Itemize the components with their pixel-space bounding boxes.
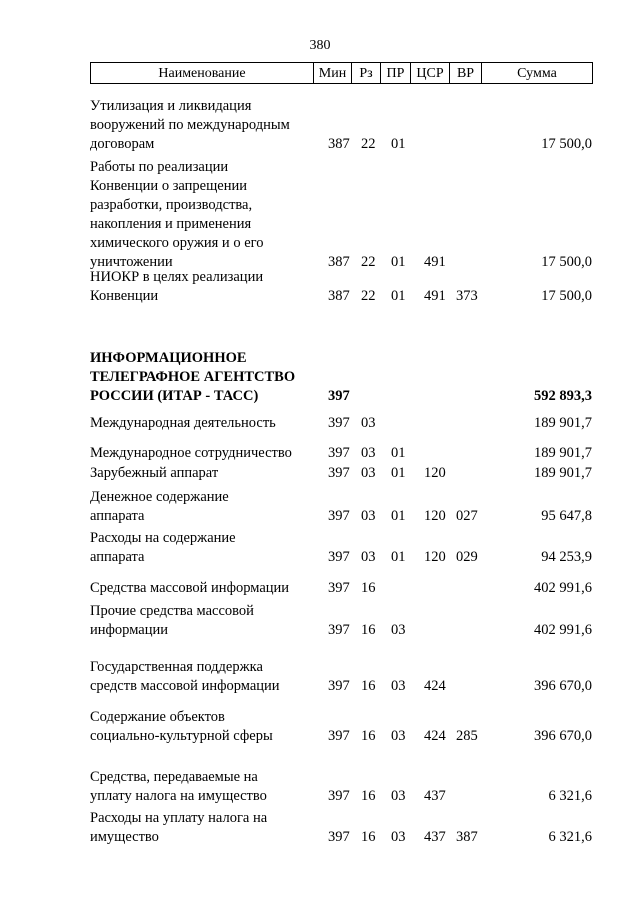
row-min: 397 bbox=[328, 388, 350, 404]
row-rz: 22 bbox=[361, 288, 376, 304]
row-min: 397 bbox=[328, 445, 350, 461]
row-name: Расходы на уплату налога на имущество bbox=[90, 810, 268, 845]
row-name: Государственная поддержка средств массовой информации bbox=[90, 659, 280, 694]
row-csr: 424 bbox=[424, 678, 446, 694]
row-vr: 029 bbox=[456, 549, 478, 565]
row-name: Денежное содержание аппарата bbox=[90, 489, 229, 524]
row-rz: 16 bbox=[361, 788, 376, 804]
row-rz: 22 bbox=[361, 254, 376, 270]
row-pr: 03 bbox=[391, 728, 406, 744]
row-vr: 387 bbox=[456, 829, 478, 845]
row-min: 397 bbox=[328, 415, 350, 431]
row-pr: 03 bbox=[391, 678, 406, 694]
row-name: Зарубежный аппарат bbox=[90, 465, 219, 481]
row-name: Средства массовой информации bbox=[90, 580, 290, 596]
header-rz: Рз bbox=[359, 66, 373, 81]
table-row bbox=[0, 809, 640, 847]
row-sum: 17 500,0 bbox=[541, 254, 592, 270]
row-rz: 03 bbox=[361, 549, 376, 565]
row-pr: 01 bbox=[391, 288, 406, 304]
row-rz: 16 bbox=[361, 622, 376, 638]
row-pr: 01 bbox=[391, 508, 406, 524]
row-rz: 16 bbox=[361, 829, 376, 845]
row-sum: 17 500,0 bbox=[541, 288, 592, 304]
table-row bbox=[0, 529, 640, 567]
row-rz: 16 bbox=[361, 580, 376, 596]
row-name: Расходы на содержание аппарата bbox=[90, 530, 236, 565]
row-rz: 22 bbox=[361, 136, 376, 152]
row-csr: 437 bbox=[424, 788, 446, 804]
row-sum: 189 901,7 bbox=[534, 445, 592, 461]
header-vr: ВР bbox=[456, 66, 475, 81]
row-sum: 402 991,6 bbox=[534, 622, 592, 638]
row-csr: 120 bbox=[424, 465, 446, 481]
row-sum: 95 647,8 bbox=[541, 508, 592, 524]
row-name: Прочие средства массовой информации bbox=[90, 603, 254, 638]
row-min: 397 bbox=[328, 549, 350, 565]
row-sum: 396 670,0 bbox=[534, 678, 592, 694]
row-rz: 03 bbox=[361, 415, 376, 431]
header-sum: Сумма bbox=[517, 66, 557, 81]
header-csr: ЦСР bbox=[416, 66, 444, 81]
row-name: Международная деятельность bbox=[90, 415, 276, 431]
row-rz: 03 bbox=[361, 508, 376, 524]
row-pr: 01 bbox=[391, 254, 406, 270]
row-rz: 16 bbox=[361, 728, 376, 744]
row-sum: 592 893,3 bbox=[534, 388, 592, 404]
table-header bbox=[90, 62, 593, 84]
row-csr: 424 bbox=[424, 728, 446, 744]
row-name: НИОКР в целях реализации Конвенции bbox=[90, 269, 264, 304]
row-pr: 01 bbox=[391, 136, 406, 152]
row-name: Работы по реализации Конвенции о запрещении разработки, производства, накопления и применения химического оружия и о его уничтожении bbox=[90, 159, 264, 270]
row-vr: 027 bbox=[456, 508, 478, 524]
row-csr: 491 bbox=[424, 254, 446, 270]
table-row bbox=[0, 708, 640, 746]
table-row bbox=[0, 268, 640, 306]
row-csr: 120 bbox=[424, 508, 446, 524]
table-row bbox=[0, 658, 640, 696]
row-sum: 6 321,6 bbox=[548, 829, 592, 845]
row-csr: 491 bbox=[424, 288, 446, 304]
row-sum: 94 253,9 bbox=[541, 549, 592, 565]
table-row bbox=[0, 158, 640, 272]
row-pr: 03 bbox=[391, 622, 406, 638]
row-name: Утилизация и ликвидация вооружений по международным договорам bbox=[90, 98, 290, 152]
row-min: 397 bbox=[328, 508, 350, 524]
row-pr: 03 bbox=[391, 788, 406, 804]
row-vr: 373 bbox=[456, 288, 478, 304]
row-pr: 01 bbox=[391, 445, 406, 461]
row-name: Международное сотрудничество bbox=[90, 445, 292, 461]
row-min: 387 bbox=[328, 288, 350, 304]
table-row bbox=[0, 97, 640, 154]
row-name: Средства, передаваемые на уплату налога на имущество bbox=[90, 769, 267, 804]
row-name: Содержание объектов социально-культурной сферы bbox=[90, 709, 273, 744]
table-row bbox=[0, 602, 640, 640]
row-min: 397 bbox=[328, 580, 350, 596]
row-name: ИНФОРМАЦИОННОЕ ТЕЛЕГРАФНОЕ АГЕНТСТВО РОССИИ (ИТАР - ТАСС) bbox=[90, 350, 296, 404]
row-min: 397 bbox=[328, 678, 350, 694]
row-sum: 396 670,0 bbox=[534, 728, 592, 744]
row-sum: 189 901,7 bbox=[534, 465, 592, 481]
row-pr: 03 bbox=[391, 829, 406, 845]
table-row bbox=[0, 444, 640, 463]
row-csr: 120 bbox=[424, 549, 446, 565]
row-pr: 01 bbox=[391, 465, 406, 481]
row-min: 387 bbox=[328, 254, 350, 270]
table-row bbox=[0, 349, 640, 406]
row-min: 397 bbox=[328, 728, 350, 744]
row-pr: 01 bbox=[391, 549, 406, 565]
header-pr: ПР bbox=[386, 66, 405, 81]
row-sum: 6 321,6 bbox=[548, 788, 592, 804]
table-row bbox=[0, 768, 640, 806]
row-min: 397 bbox=[328, 622, 350, 638]
header-min: Мин bbox=[318, 66, 347, 81]
row-vr: 285 bbox=[456, 728, 478, 744]
page-number: 380 bbox=[309, 38, 331, 53]
table-row bbox=[0, 488, 640, 526]
table-row bbox=[0, 414, 640, 433]
row-min: 397 bbox=[328, 465, 350, 481]
header-name: Наименование bbox=[158, 66, 246, 81]
row-csr: 437 bbox=[424, 829, 446, 845]
row-sum: 189 901,7 bbox=[534, 415, 592, 431]
row-rz: 16 bbox=[361, 678, 376, 694]
table-row bbox=[0, 464, 640, 483]
table-row bbox=[0, 579, 640, 598]
row-min: 397 bbox=[328, 788, 350, 804]
row-sum: 17 500,0 bbox=[541, 136, 592, 152]
row-min: 397 bbox=[328, 829, 350, 845]
row-rz: 03 bbox=[361, 465, 376, 481]
row-min: 387 bbox=[328, 136, 350, 152]
row-rz: 03 bbox=[361, 445, 376, 461]
row-sum: 402 991,6 bbox=[534, 580, 592, 596]
